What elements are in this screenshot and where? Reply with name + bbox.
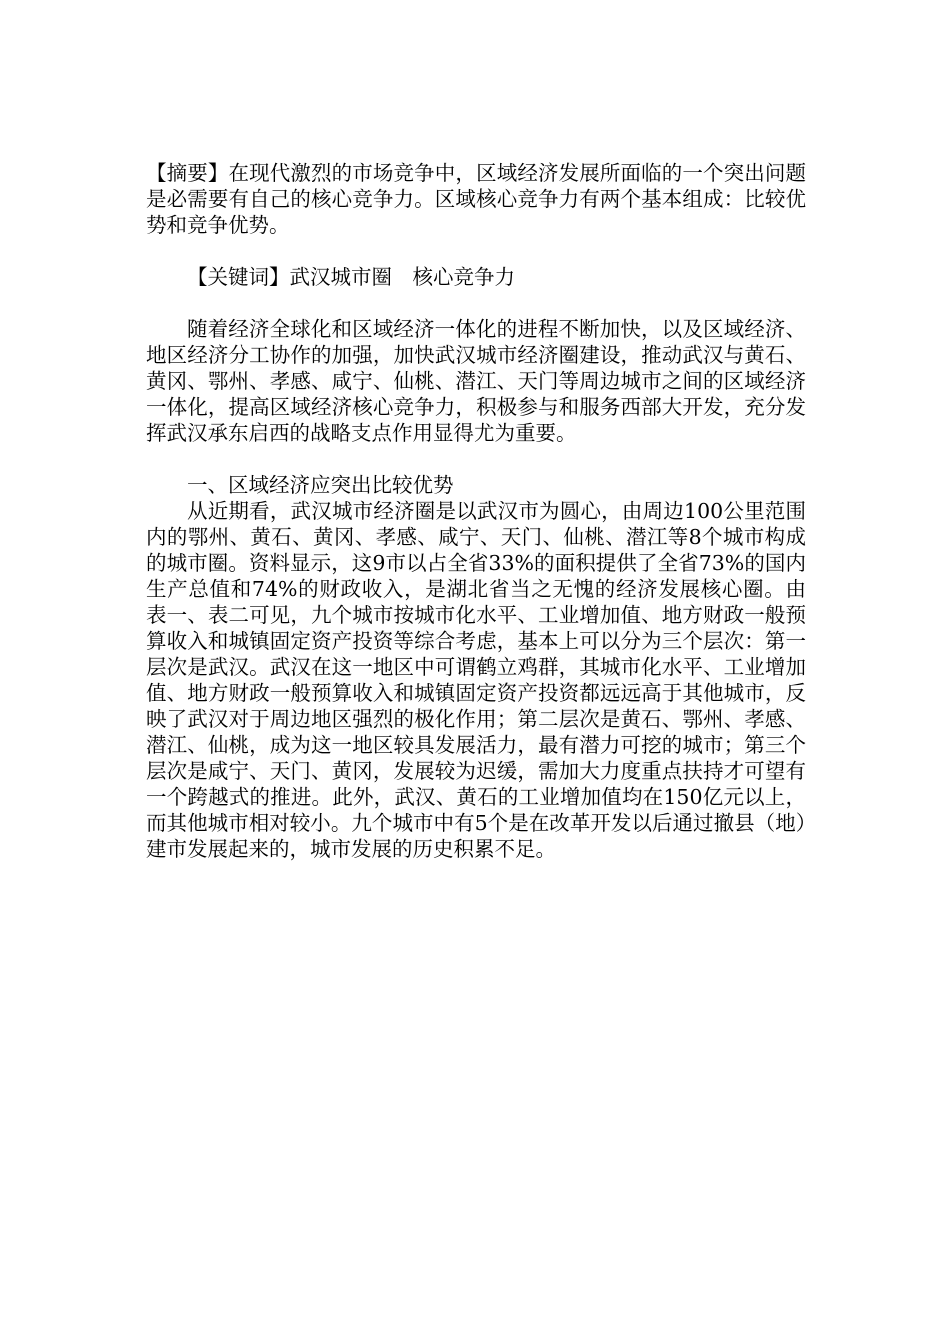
section-heading: 一、区域经济应突出比较优势: [187, 473, 454, 497]
abstract-paragraph: 【摘要】在现代激烈的市场竞争中，区域经济发展所面临的一个突出问题是必需要有自己的核心竞争力。区域核心竞争力有两个基本组成：比较优势和竞争优势。: [146, 161, 806, 237]
document-body: [146, 160, 806, 862]
keywords-line: 【关键词】武汉城市圈 核心竞争力: [187, 265, 515, 289]
section-body-paragraph: 从近期看，武汉城市经济圈是以武汉市为圆心，由周边100公里范围内的鄂州、黄石、黄冈、孝感、咸宁、天门、仙桃、潜江等8个城市构成的城市圈。资料显示，这9市以占全省33%的面积提供了全省73%的国内生产总值和74%的财政收入，是湖北省当之无愧的经济发展核心圈。由表一、表二可见，九个城市按城市化水平、工业增加值、地方财政一般预算收入和城镇固定资产投资等综合考虑，基本上可以分为三个层次：第一层次是武汉。武汉在这一地区中可谓鹤立鸡群，其城市化水平、工业增加值、地方财政一般预算收入和城镇固定资产投资都远远高于其他城市，反映了武汉对于周边地区强烈的极化作用；第二层次是黄石、鄂州、孝感、潜江、仙桃，成为这一地区较具发展活力，最有潜力可挖的城市；第三个层次是咸宁、天门、黄冈，发展较为迟缓，需加大力度重点扶持才可望有一个跨越式的推进。此外，武汉、黄石的工业增加值均在150亿元以上，而其他城市相对较小。九个城市中有5个是在改革开发以后通过撤县（地）建市发展起来的，城市发展的历史积累不足。: [146, 499, 806, 861]
intro-paragraph: 随着经济全球化和区域经济一体化的进程不断加快，以及区域经济、地区经济分工协作的加强，加快武汉城市经济圈建设，推动武汉与黄石、黄冈、鄂州、孝感、咸宁、仙桃、潜江、天门等周边城市之间的区域经济一体化，提高区域经济核心竞争力，积极参与和服务西部大开发，充分发挥武汉承东启西的战略支点作用显得尤为重要。: [146, 317, 806, 445]
